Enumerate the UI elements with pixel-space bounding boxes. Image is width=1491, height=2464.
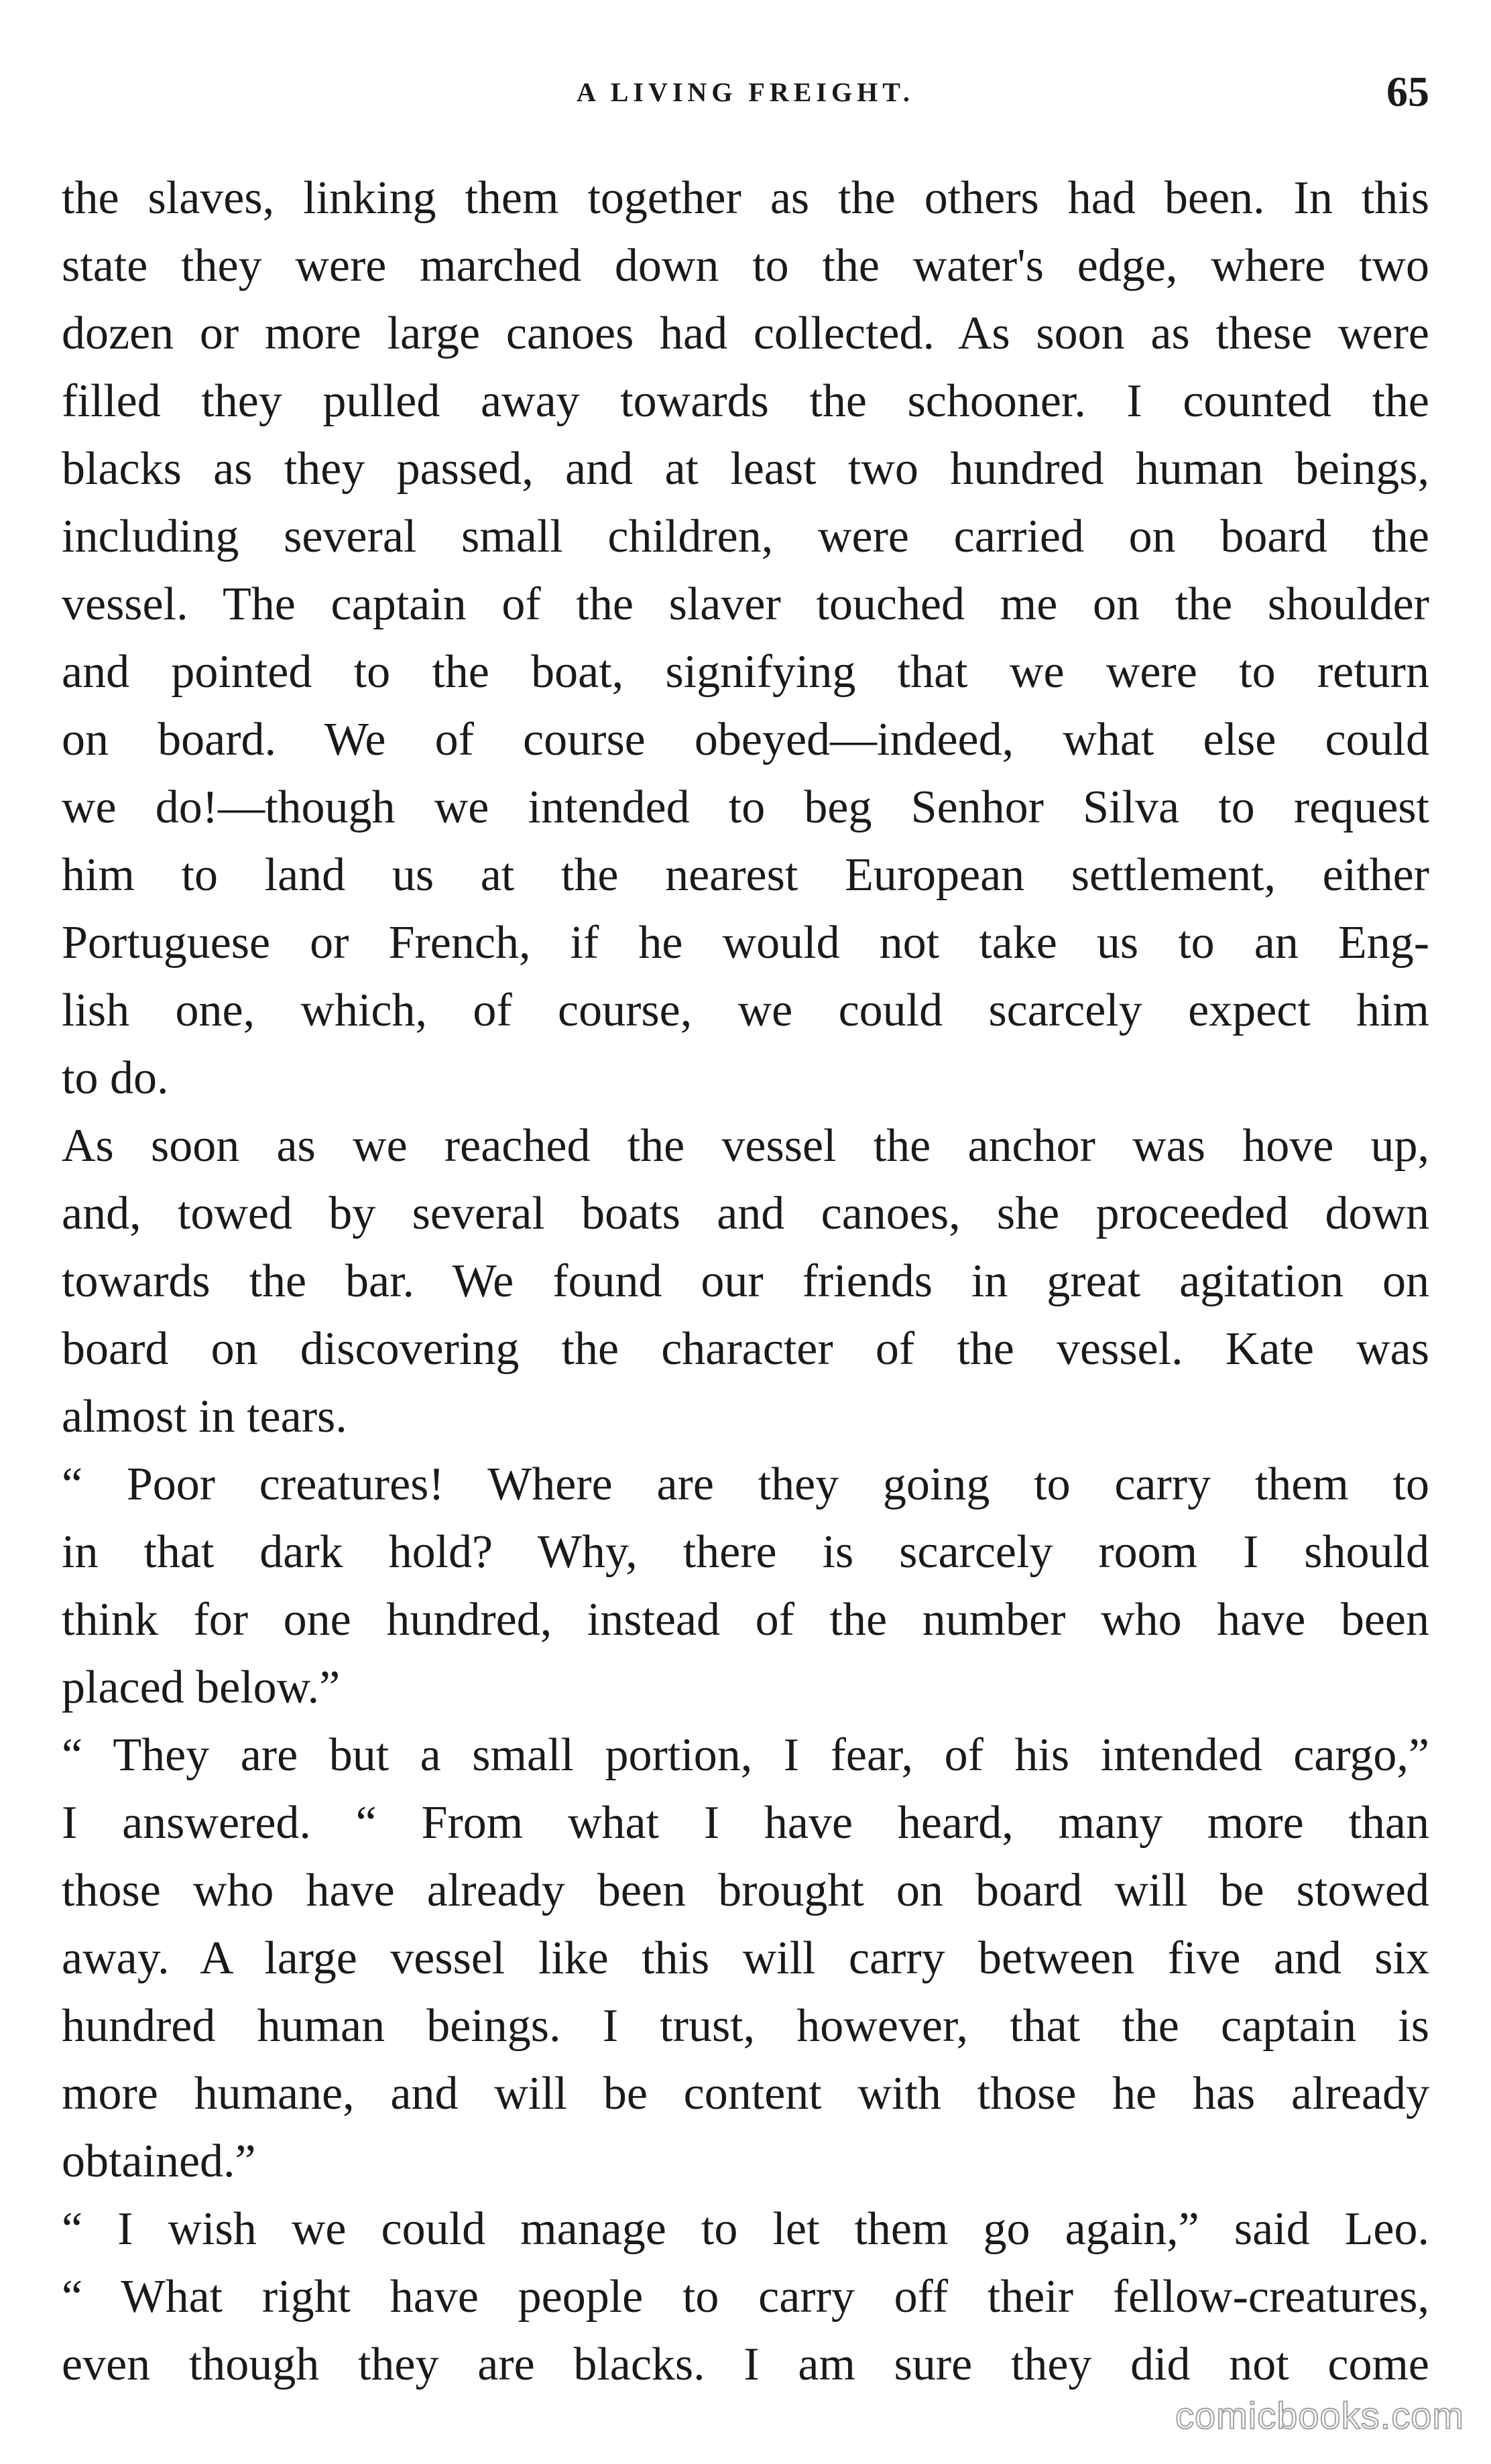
text-line: the slaves, linking them together as the others had been. In this (62, 172, 1429, 224)
text-line: As soon as we reached the vessel the anchor was hove up, (62, 1120, 1429, 1172)
text-line: more humane, and will be content with those he has already (62, 2068, 1429, 2119)
text-line: state they were marched down to the water's edge, where two (62, 240, 1429, 292)
paragraph-2 (62, 1112, 1429, 1451)
text-line: filled they pulled away towards the schooner. I counted the (62, 375, 1429, 427)
running-title: A LIVING FREIGHT. (577, 77, 914, 107)
body-text (62, 164, 1429, 2398)
text-line: him to land us at the nearest European settlement, either (62, 849, 1429, 901)
running-header (62, 67, 1429, 127)
text-line: hundred human beings. I trust, however, that the captain is (62, 2000, 1429, 2052)
paragraph-5 (62, 2195, 1429, 2398)
text-line: including several small children, were carried on board the (62, 511, 1429, 562)
text-line: to do. (62, 1052, 169, 1104)
text-line: blacks as they passed, and at least two hundred human beings, (62, 443, 1429, 495)
text-line: lish one, which, of course, we could scarcely expect him (62, 985, 1429, 1036)
text-line: dozen or more large canoes had collected. As soon as these were (62, 308, 1429, 359)
text-line: “ What right have people to carry off their fellow-creatures, (62, 2271, 1429, 2323)
text-line: those who have already been brought on board will be stowed (62, 1865, 1429, 1916)
paragraph-4 (62, 1721, 1429, 2195)
paragraph-1 (62, 164, 1429, 1112)
text-line: towards the bar. We found our friends in great agitation on (62, 1255, 1429, 1307)
text-line: we do!—though we intended to beg Senhor Silva to request (62, 782, 1429, 833)
paragraph-3 (62, 1451, 1429, 1721)
text-line: on board. We of course obeyed—indeed, what else could (62, 714, 1429, 765)
text-line: almost in tears. (62, 1391, 347, 1442)
text-line: I answered. “ From what I have heard, many more than (62, 1797, 1429, 1849)
text-line: Portuguese or French, if he would not take us to an Eng- (62, 917, 1429, 969)
page-number: 65 (1386, 68, 1429, 115)
text-line: placed below.” (62, 1662, 341, 1713)
text-line: in that dark hold? Why, there is scarcely room I should (62, 1526, 1429, 1578)
watermark: comicbooks.com (1175, 2394, 1464, 2437)
text-line: “ They are but a small portion, I fear, of his intended cargo,” (62, 1729, 1429, 1781)
text-line: think for one hundred, instead of the number who have been (62, 1594, 1429, 1646)
text-line: away. A large vessel like this will carry between five and six (62, 1932, 1429, 1984)
text-line: and pointed to the boat, signifying that we were to return (62, 646, 1429, 698)
text-line: vessel. The captain of the slaver touched me on the shoulder (62, 578, 1429, 630)
text-line: and, towed by several boats and canoes, she proceeded down (62, 1188, 1429, 1239)
text-line: “ Poor creatures! Where are they going to carry them to (62, 1459, 1429, 1510)
text-line: even though they are blacks. I am sure they did not come (62, 2339, 1429, 2390)
text-line: board on discovering the character of the vessel. Kate was (62, 1323, 1429, 1375)
text-line: obtained.” (62, 2136, 256, 2187)
text-line: “ I wish we could manage to let them go again,” said Leo. (62, 2203, 1429, 2255)
